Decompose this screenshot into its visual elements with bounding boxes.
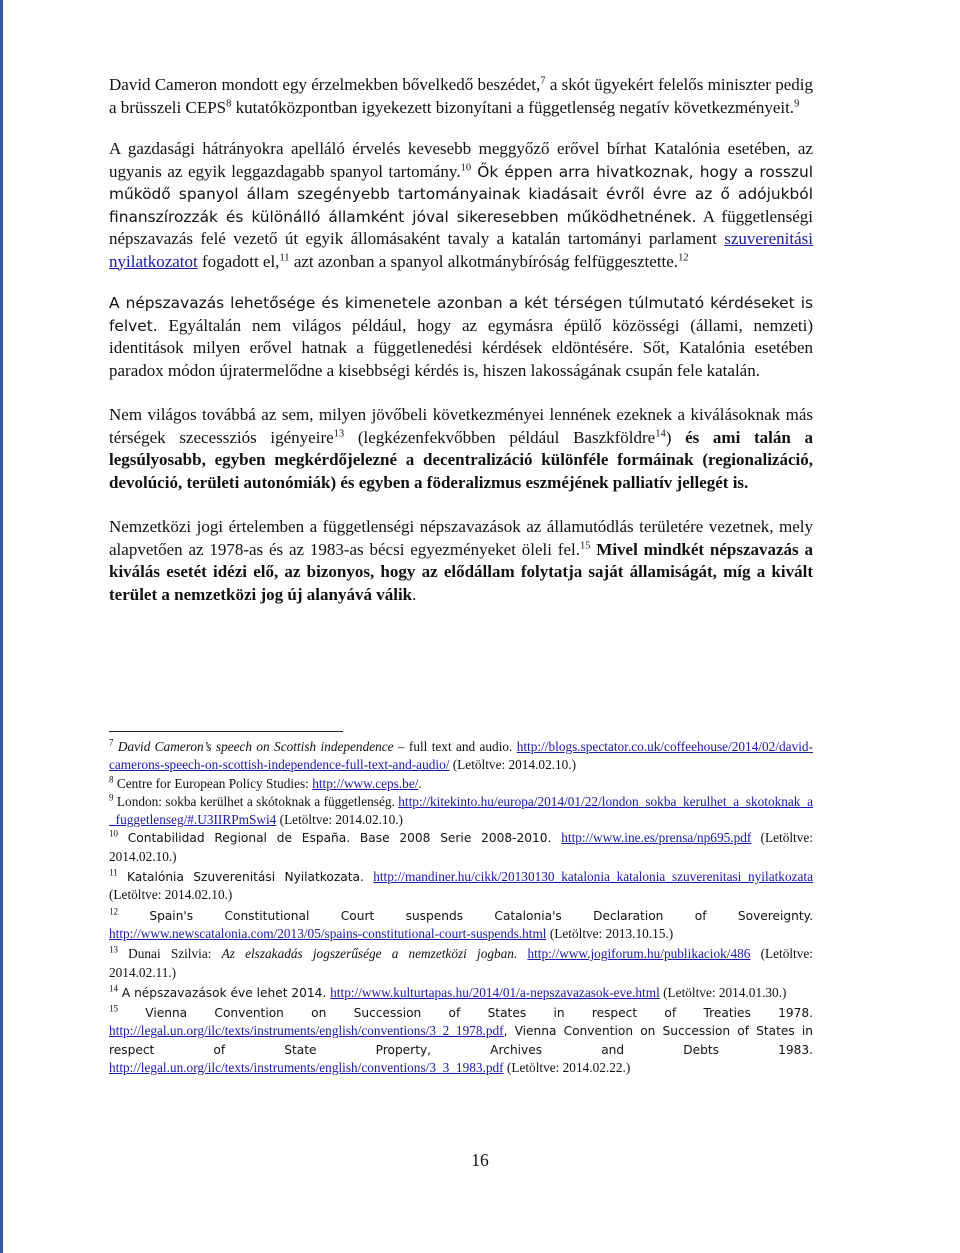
footnote-number: 9 (109, 792, 114, 803)
body-text (109, 74, 813, 606)
text: . (418, 775, 422, 791)
footnote-number: 10 (109, 829, 118, 840)
text: Contabilidad Regional de España. Base 2008 Serie 2008-2010. (118, 831, 562, 846)
footnote-11 (109, 868, 813, 905)
footnote-7 (109, 738, 813, 775)
bold-text: Mivel mindkét népszavazás a kiválás esetét idézi elő, az bizonyos, hogy az elődállam folytatja saját államiságát, míg a kivált terület a nemzetközi jog új alanyává válik (109, 539, 813, 604)
text: Nem világos továbbá az sem, milyen jövőbeli következményei lennének ezeknek a kiválásoknak más térségek szecessziós igényeire (109, 405, 813, 447)
text: a skót ügyekért felelős miniszter pedig a brüsszeli CEPS (109, 75, 814, 117)
footnote-10 (109, 829, 813, 866)
footnote-ref-15[interactable]: 15 (579, 539, 591, 551)
footnote-ref-8[interactable]: 8 (226, 97, 232, 109)
footnote-number: 11 (109, 867, 118, 878)
text: . (412, 584, 417, 604)
footnote-link[interactable]: http://www.ceps.be/ (312, 775, 419, 791)
text: David Cameron mondott egy érzelmekben bővelkedő beszédet, (109, 75, 541, 94)
text: (Letöltve: 2013.10.15.) (546, 925, 674, 941)
footnote-12 (109, 907, 813, 944)
footnote-ref-12[interactable]: 12 (678, 251, 689, 263)
text: Katalónia Szuverenitási Nyilatkozata. (117, 870, 374, 885)
text: Spain's Constitutional Court suspends Catalonia's Declaration of Sovereignty. (118, 908, 813, 923)
paragraph-catalonia (109, 138, 813, 273)
text: A gazdasági hátrányokra apelláló érvelés kevesebb meggyőző erővel bírhat Katalónia esetében, az ugyanis az egyik leggazdagabb spanyol tartomány. (109, 139, 813, 181)
footnote-link[interactable]: http://www.newscatalonia.com/2013/05/spains-constitutional-court-suspends.html (109, 925, 547, 941)
text: – full text and audio. (393, 739, 517, 754)
text: fogadott el, (197, 251, 280, 271)
footnote-link[interactable]: http://blogs.spectator.co.uk/coffeehouse/2014/02/david-camerons-speech-on-scottish-independence-full-text-and-audio/ (109, 739, 813, 773)
footnote-15 (109, 1004, 813, 1077)
footnote-ref-13[interactable]: 13 (333, 427, 345, 439)
footnote-ref-10[interactable]: 10 (460, 161, 472, 173)
text: Nemzetközi jogi értelemben a függetlenségi népszavazások az államutódlás területére vezetnek, mely alapvetően az 1978-as és az 1983-as bécsi egyezményeket öleli fel. (109, 517, 813, 559)
text: ) (665, 427, 686, 447)
text: Az elszakadás jogszerűsége a nemzetközi jogban. (221, 946, 518, 962)
footnote-number: 7 (109, 737, 114, 748)
footnote-14 (109, 984, 813, 1002)
text: Centre for European Policy Studies: (113, 775, 313, 791)
footnote-ref-11[interactable]: 11 (279, 251, 290, 263)
text: (Letöltve: 2014.02.11.) (109, 946, 813, 980)
text: kutatóközpontban igyekezett bizonyítani a függetlenség negatív következményeit. (231, 97, 795, 117)
footnote-link[interactable]: http://legal.un.org/ilc/texts/instruments/english/conventions/3_2_1978.pdf (109, 1023, 504, 1039)
text: David Cameron’s speech on Scottish independence (117, 739, 394, 754)
paragraph-referendum (109, 292, 813, 382)
page-frame-edge (0, 0, 3, 1253)
footnote-ref-9[interactable]: 9 (794, 97, 800, 109)
text: (legkézenfekvőbben például Baszkföldre (344, 427, 656, 447)
footnote-9 (109, 793, 813, 830)
footnote-link[interactable]: http://www.jogiforum.hu/publikaciok/486 (527, 946, 751, 962)
footnote-8 (109, 775, 813, 793)
footnote-number: 14 (109, 983, 118, 994)
text: Ők éppen arra hivatkoznak, hogy a rosszul működő spanyol állam szegényebb tartományainak kiadásait évről évre az ő adójukból finanszírozzák és különálló államként jóval sikeresebben működhetnének. (109, 162, 813, 226)
text: (Letöltve: 2014.02.10.) (109, 887, 233, 903)
paragraph-international-law (109, 516, 813, 606)
text (517, 946, 527, 961)
text: A függetlenségi népszavazás felé vezető út egyik állomásaként tavaly a katalán tartományi parlament (109, 206, 813, 248)
sovereignty-declaration-link[interactable]: szuverenitási nyilatkozatot (109, 229, 813, 271)
footnote-ref-7[interactable]: 7 (540, 75, 546, 87)
text: A népszavazás lehetősége és kimenetele azonban a két térségen túlmutató kérdéseket is felvet. (109, 294, 813, 335)
footnote-number: 15 (109, 1003, 118, 1014)
text: , Vienna Convention on Succession of States in respect of State Property, Archives and Debts 1983. (109, 1024, 813, 1057)
footnote-link[interactable]: http://legal.un.org/ilc/texts/instruments/english/conventions/3_3_1983.pdf (109, 1060, 504, 1076)
footnote-link[interactable]: http://www.kulturtapas.hu/2014/01/a-nepszavazasok-eve.html (330, 984, 660, 1000)
text: (Letöltve: 2014.02.10.) (449, 757, 577, 773)
footnote-number: 8 (109, 774, 114, 785)
footnote-number: 12 (109, 906, 118, 917)
text: Egyáltalán nem világos például, hogy az egymásra épülő közösségi (állami, nemzeti) identitások milyen erővel hatnak a függetlenedési kérdések eldöntésére. Sőt, Katalónia esetében paradox módon újratermelődne a kisebbségi kérdés is, hiszen lakosságának csupán fele katalán. (109, 315, 813, 380)
footnote-link[interactable]: http://kitekinto.hu/europa/2014/01/22/london_sokba_kerulhet_a_skotoknak_a_fuggetlenseg/#.U3IIRPmSwi4 (109, 793, 813, 828)
footnote-link[interactable]: http://www.ine.es/prensa/np695.pdf (561, 830, 752, 846)
text: (Letöltve: 2014.01.30.) (659, 984, 787, 1000)
footnotes (109, 738, 813, 1077)
footnote-number: 13 (109, 944, 118, 955)
footnote-link[interactable]: http://mandiner.hu/cikk/20130130_katalonia_katalonia_szuverenitasi_nyilatkozata (373, 869, 813, 885)
paragraph-cameron (109, 74, 813, 119)
page-number: 16 (471, 1150, 489, 1170)
footnote-ref-14[interactable]: 14 (655, 427, 666, 439)
text: Vienna Convention on Succession of States in respect of Treaties 1978. (118, 1006, 813, 1021)
text: A népszavazások éve lehet 2014. (118, 985, 331, 1000)
text: (Letöltve: 2014.02.10.) (276, 812, 403, 828)
bold-text: és ami talán a legsúlyosabb, egyben megkérdőjelezné a decentralizáció különféle formáinak (regionalizáció, devolúció, területi autonómiák) és egyben a föderalizmus eszméjének palliatív jellegét is. (109, 427, 813, 492)
footnote-separator (109, 731, 343, 732)
text: London: sokba kerülhet a skótoknak a függetlenség. (113, 793, 399, 809)
text: Dunai Szilvia: (118, 946, 222, 962)
text: (Letöltve: 2014.02.10.) (109, 830, 813, 864)
footnote-13 (109, 945, 813, 982)
text: (Letöltve: 2014.02.22.) (503, 1060, 631, 1076)
paragraph-consequences (109, 404, 813, 494)
text: azt azonban a spanyol alkotmánybíróság felfüggesztette. (289, 251, 679, 271)
